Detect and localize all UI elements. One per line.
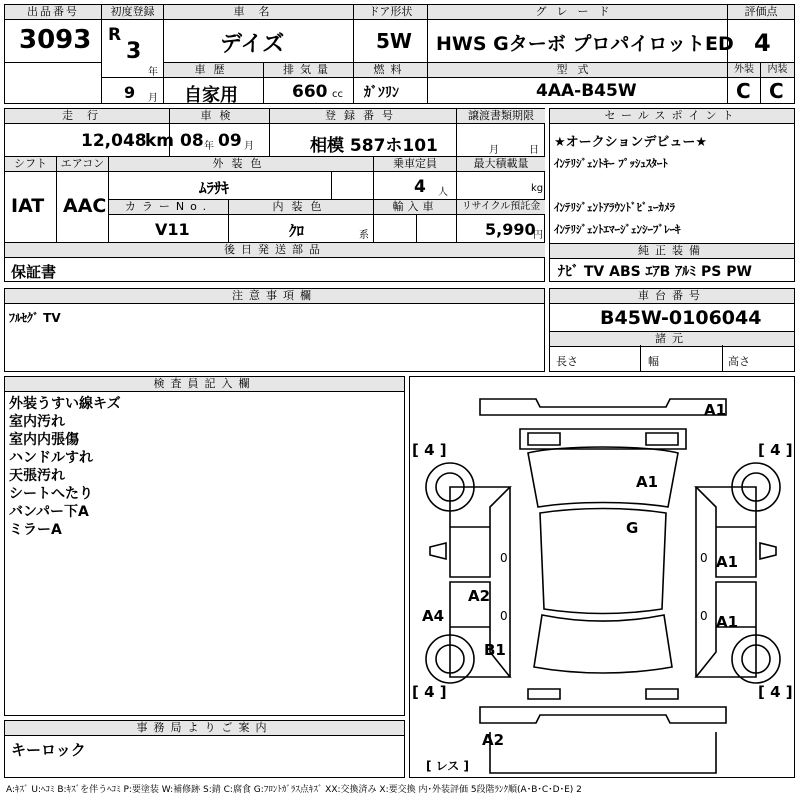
year-unit: 年 — [148, 67, 158, 78]
cc-unit: cc — [332, 89, 343, 100]
damage-mark: A4 — [422, 607, 445, 625]
capacity-cell — [374, 157, 457, 200]
office-label: 事務局よりご案内 — [5, 721, 404, 736]
first-reg-label: 初度登録 — [102, 5, 163, 20]
insp-month: 09 — [218, 131, 242, 151]
inspector-line: ミラーA — [9, 522, 62, 538]
lot-cell — [5, 5, 102, 63]
capacity-unit: 人 — [438, 187, 448, 198]
grade-cell — [428, 5, 734, 63]
damage-mark: A2 — [468, 587, 491, 605]
car-name-cell — [164, 5, 354, 63]
spec-label: 諸元 — [550, 331, 794, 347]
insp-year-unit: 年 — [204, 141, 214, 152]
ac-label: エアコン — [57, 157, 108, 172]
sales-line-0: ★オークションデビュー★ — [554, 135, 708, 150]
details-section — [4, 108, 545, 282]
office-section — [4, 720, 405, 778]
fuel-label: 燃料 — [354, 63, 427, 78]
transfer-cell — [457, 109, 545, 157]
rest-label: [ レス ] — [426, 759, 469, 773]
damage-mark: A1 — [636, 473, 659, 491]
lot-number: 3093 — [19, 25, 92, 55]
recycle-cell — [457, 200, 545, 243]
int-color-cell — [229, 200, 374, 243]
shift: IAT — [11, 195, 45, 217]
reg-month: 9 — [124, 83, 136, 102]
inspector-label: 検査員記入欄 — [5, 377, 404, 392]
notes-section — [4, 288, 545, 372]
import-cell — [374, 200, 457, 243]
first-reg-cell — [102, 5, 164, 104]
inspector-line: シートへたり — [9, 486, 93, 502]
spec-height: 高さ — [728, 355, 750, 368]
inspector-line: 天張汚れ — [9, 468, 65, 484]
tire-fl: [ 4 ] — [412, 441, 447, 459]
lot-label: 出品番号 — [5, 5, 101, 20]
displacement-label: 排気量 — [264, 63, 353, 78]
sales-line-1: ｲﾝﾃﾘｼﾞｪﾝﾄｷｰ ﾌﾟｯｼｭｽﾀｰﾄ — [554, 157, 668, 170]
mileage-cell — [5, 109, 175, 157]
chassis-label: 車台番号 — [550, 289, 794, 304]
legend: A:ｷｽﾞ U:ﾍｺﾐ B:ｷｽﾞを伴うﾍｺﾐ P:要塗装 W:補修跡 S:錆 C:腐食 G:ﾌﾛﾝﾄｶﾞﾗｽ点ｷｽﾞ XX:交換済み X:要交換 内･外装評価 5段階ﾗﾝｸ順(A･B･C･D･E) 2 — [6, 785, 582, 795]
chassis-number: B45W-0106044 — [600, 307, 762, 329]
mileage-label: 走行 — [5, 109, 169, 124]
door-label: ドア形状 — [354, 5, 427, 20]
tire-fr: [ 4 ] — [758, 441, 793, 459]
history-cell — [164, 63, 264, 104]
load-label: 最大積載量 — [457, 157, 545, 172]
transfer-label: 譲渡書類期限 — [457, 109, 545, 124]
ext-grade: C — [736, 79, 751, 103]
ac: AAC — [63, 195, 107, 217]
int-label: 内装 — [761, 63, 794, 78]
insp-year: 08 — [180, 131, 204, 151]
mileage: 12,048 — [81, 131, 147, 151]
reg-cell — [270, 109, 457, 157]
damage-mark: A1 — [716, 553, 739, 571]
top-section — [4, 4, 795, 104]
tread-value: 0 — [500, 551, 508, 565]
ext-color-cell — [109, 157, 374, 200]
score-label: 評価点 — [728, 5, 794, 20]
int-cell — [761, 63, 794, 104]
model-label: 型式 — [428, 63, 727, 78]
car-diagram — [409, 376, 795, 778]
sales-label: セールスポイント — [550, 109, 794, 124]
lot-blank — [5, 63, 102, 104]
int-color-unit: 系 — [359, 230, 369, 241]
equip-value: ﾅﾋﾞ TV ABS ｴｱB ｱﾙﾐ PS PW — [558, 264, 752, 280]
load-unit: kg — [531, 183, 544, 194]
inspector-line: 室内汚れ — [9, 414, 65, 430]
inspector-section — [4, 376, 405, 716]
era: R — [108, 25, 122, 45]
sales-section — [549, 108, 795, 282]
transfer-day: 日 — [529, 145, 539, 156]
ext-color-label: 外装色 — [109, 157, 373, 172]
grade: HWS Gターボ プロパイロットED — [436, 33, 734, 55]
car-name-label: 車名 — [164, 5, 353, 20]
tread-value: 0 — [700, 609, 708, 623]
displacement-cell — [264, 63, 354, 104]
shift-cell — [5, 157, 57, 243]
damage-mark: A1 — [704, 401, 727, 419]
model-cell — [428, 63, 728, 104]
damage-mark: B1 — [484, 641, 506, 659]
ext-label: 外装 — [728, 63, 760, 78]
score-cell — [728, 5, 794, 63]
door: 5W — [376, 29, 412, 53]
car-name: デイズ — [220, 32, 285, 57]
transfer-month: 月 — [489, 145, 499, 156]
inspection-cell — [170, 109, 270, 157]
recycle-unit: 円 — [533, 230, 543, 241]
car-outline — [410, 377, 794, 777]
import-label: 輸入車 — [374, 200, 456, 215]
history: 自家用 — [184, 85, 238, 106]
reg-year: 3 — [126, 39, 142, 64]
tread-value: 0 — [500, 609, 508, 623]
recycle-label: リサイクル預託金 — [457, 200, 545, 215]
reg-number: 相模 587ホ101 — [310, 136, 438, 156]
notes-label: 注意事項欄 — [5, 289, 544, 304]
recycle: 5,990 — [485, 220, 536, 239]
ext-color: ﾑﾗｻｷ — [199, 179, 230, 197]
load-cell — [457, 157, 545, 200]
ac-cell — [57, 157, 109, 243]
office-value: キーロック — [11, 741, 86, 759]
tread-value: 0 — [700, 551, 708, 565]
inspector-line: ハンドルすれ — [9, 450, 93, 466]
int-grade: C — [769, 79, 784, 103]
km-unit: km — [145, 131, 175, 151]
later-label: 後日発送部品 — [5, 243, 545, 258]
displacement: 660 — [292, 82, 328, 102]
color-no: V11 — [155, 220, 190, 239]
spec-width: 幅 — [648, 355, 659, 368]
score: 4 — [754, 29, 771, 57]
inspector-lines — [9, 395, 121, 539]
chassis-section — [549, 288, 795, 372]
damage-mark: A2 — [482, 731, 505, 749]
inspection-label: 車検 — [170, 109, 269, 124]
door-cell — [354, 5, 428, 63]
ext-cell — [728, 63, 761, 104]
int-color-label: 内装色 — [229, 200, 373, 215]
reg-label: 登録番号 — [270, 109, 456, 124]
spec-length: 長さ — [556, 355, 578, 368]
capacity: 4 — [414, 177, 426, 197]
inspector-line: 外装うすい線キズ — [9, 396, 121, 412]
notes-value: ﾌﾙｾｸﾞ TV — [9, 311, 61, 325]
fuel-cell — [354, 63, 428, 104]
capacity-label: 乗車定員 — [374, 157, 456, 172]
int-color: ｸﾛ — [289, 222, 305, 240]
damage-mark: G — [626, 519, 639, 537]
inspector-line: 室内内張傷 — [9, 432, 79, 448]
model: 4AA-B45W — [536, 81, 637, 101]
sales-line-3: ｲﾝﾃﾘｼﾞｪﾝﾄｱﾗｳﾝﾄﾞﾋﾞｭｰｶﾒﾗ — [554, 201, 675, 214]
inspector-line: バンパー下A — [9, 504, 89, 520]
month-unit: 月 — [148, 93, 158, 104]
shift-label: シフト — [5, 157, 56, 172]
later-value: 保証書 — [11, 263, 57, 281]
tire-rr: [ 4 ] — [758, 683, 793, 701]
history-label: 車歴 — [164, 63, 263, 78]
equip-label: 純正装備 — [550, 243, 794, 259]
insp-month-unit: 月 — [244, 141, 254, 152]
damage-mark: A1 — [716, 613, 739, 631]
color-no-cell — [109, 200, 229, 243]
color-no-label: カラーNo. — [109, 200, 228, 215]
tire-rl: [ 4 ] — [412, 683, 447, 701]
grade-label: グレード — [428, 5, 727, 20]
fuel: ｶﾞｿﾘﾝ — [364, 85, 399, 101]
sales-line-4: ｲﾝﾃﾘｼﾞｪﾝﾄｴﾏｰｼﾞｪﾝｼｰﾌﾞﾚｰｷ — [554, 223, 681, 236]
